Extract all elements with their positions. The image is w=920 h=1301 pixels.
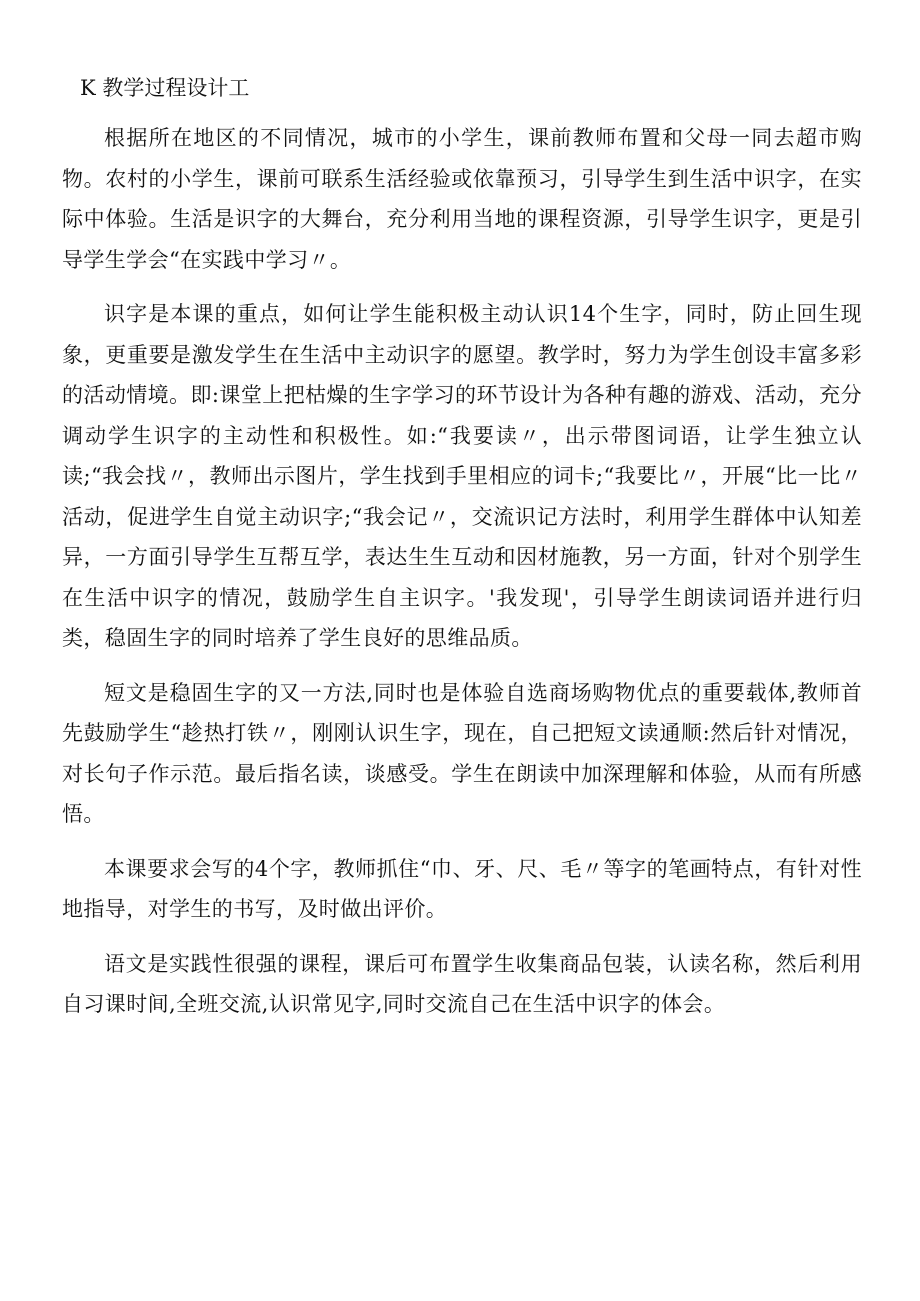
paragraph-2: 识字是本课的重点，如何让学生能积极主动认识14个生字，同时，防止回生现象，更重要是激发学生在生活中主动识字的愿望。教学时，努力为学生创设丰富多彩的活动情境。即:课堂上把枯燥的生字学习的环节设计为各种有趣的游戏、活动，充分调动学生识字的主动性和积极性。如:“我要读〃，出示带图词语，让学生独立认读;“我会找〃，教师出示图片，学生找到手里相应的词卡;“我要比〃，开展“比一比〃活动，促进学生自觉主动识字;“我会记〃，交流识记方法时，利用学生群体中认知差异，一方面引导学生互帮互学，表达生生互动和因材施教，另一方面，针对个别学生在生活中识字的情况，鼓励学生自主识字。'我发现'，引导学生朗读词语并进行归类，稳固生字的同时培养了学生良好的思维品质。 [62, 302, 862, 650]
paragraph-1: 根据所在地区的不同情况，城市的小学生，课前教师布置和父母一同去超市购物。农村的小学生，课前可联系生活经验或依靠预习，引导学生到生活中识字，在实际中体验。生活是识字的大舞台，充分利用当地的课程资源，引导学生识字，更是引导学生学会“在实践中学习〃。 [62, 126, 862, 272]
section-heading: K 教学过程设计工 [80, 76, 250, 100]
paragraph-5: 语文是实践性很强的课程，课后可布置学生收集商品包装，认读名称，然后利用自习课时间,全班交流,认识常见字,同时交流自己在生活中识字的体会。 [62, 951, 862, 1016]
paragraph-3: 短文是稳固生字的又一方法,同时也是体验自选商场购物优点的重要载体,教师首先鼓励学生“趁热打铁〃，刚刚认识生字，现在，自己把短文读通顺:然后针对情况，对长句子作示范。最后指名读，谈感受。学生在朗读中加深理解和体验，从而有所感悟。 [62, 680, 862, 826]
paragraph-4: 本课要求会写的4个字，教师抓住“巾、牙、尺、毛〃等字的笔画特点，有针对性地指导，对学生的书写，及时做出评价。 [62, 856, 862, 921]
